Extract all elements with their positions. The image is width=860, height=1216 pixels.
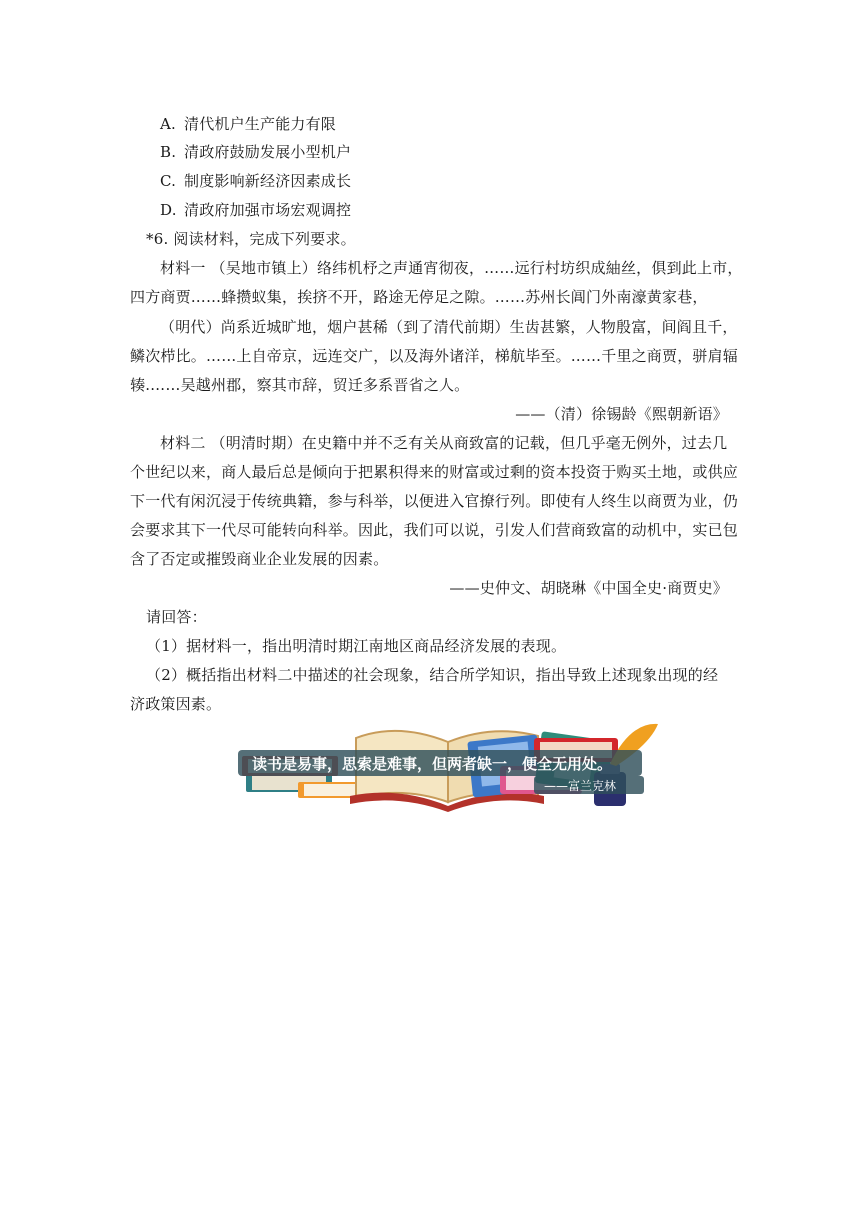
material2-line: 会要求其下一代尽可能转向科举。因此，我们可以说，引发人们营商致富的动机中，实已包	[130, 521, 739, 539]
banner-quote: 读书是易事，思索是难事，但两者缺一，便全无用处。	[252, 755, 613, 773]
material2-line: 材料二 （明清时期）在史籍中并不乏有关从商致富的记载，但几乎毫无例外，过去几	[160, 434, 728, 452]
option-label: A.	[160, 115, 177, 133]
option-label: B.	[160, 143, 177, 161]
option-text: 清政府鼓励发展小型机户	[184, 143, 352, 161]
material1-line: 鳞次栉比。……上自帝京，远连交广，以及海外诸洋，梯航毕至。……千里之商贾，骈肩辐	[130, 347, 739, 365]
option-label: D.	[160, 201, 177, 219]
material2-line: 下一代有闲沉浸于传统典籍，参与科举，以便进入官撩行列。即使有人终生以商贾为业，仍	[130, 492, 739, 510]
material2-line: 含了否定或摧毁商业企业发展的因素。	[130, 550, 389, 568]
option-text: 清代机户生产能力有限	[184, 115, 337, 133]
banner-author: ——富兰克林	[544, 779, 617, 793]
question-title: *6. 阅读材料，完成下列要求。	[146, 230, 356, 248]
material1-line: 材料一 （吴地市镇上）络纬机杼之声通宵彻夜，……远行村坊织成紬丝，俱到此上市，	[160, 259, 743, 277]
material1-source: ——（清）徐锡龄《熙朝新语》	[515, 405, 728, 423]
option-text: 制度影响新经济因素成长	[184, 172, 352, 190]
sub-question-2-line: （2）概括指出材料二中描述的社会现象，结合所学知识，指出导致上述现象出现的经	[146, 666, 719, 684]
material1-line: 四方商贾……蜂攒蚁集，挨挤不开，路途无停足之隙。……苏州长阊门外南濠黄家巷，	[130, 288, 708, 306]
material1-line: （明代）尚系近城旷地，烟户甚稀（到了清代前期）生齿甚繁，人物殷富，间阎且千，	[160, 318, 738, 336]
sub-question-1: （1）据材料一，指出明清时期江南地区商品经济发展的表现。	[146, 637, 567, 655]
material2-source: ——史仲文、胡晓琳《中国全史·商贾史》	[449, 579, 728, 597]
option-d	[160, 200, 351, 220]
material2-line: 个世纪以来，商人最后总是倾向于把累积得来的财富或过剩的资本投资于购买土地，或供应	[130, 463, 739, 481]
option-a	[160, 114, 336, 134]
option-label: C.	[160, 172, 177, 190]
answer-prompt: 请回答：	[146, 608, 207, 626]
option-c	[160, 171, 351, 191]
quote-banner	[238, 716, 664, 814]
option-text: 清政府加强市场宏观调控	[184, 201, 352, 219]
books-illustration	[238, 716, 664, 814]
material1-line: 辏.……吴越州郡，察其市辞，贸迁多系晋省之人。	[130, 376, 470, 394]
sub-question-2-line: 济政策因素。	[130, 695, 222, 713]
option-b	[160, 142, 351, 162]
